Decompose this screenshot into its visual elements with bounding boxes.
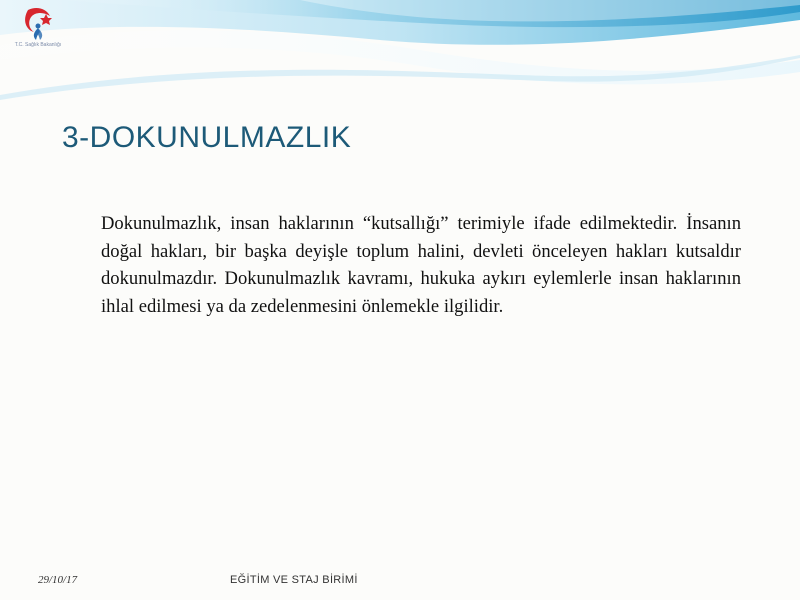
- footer-date: 29/10/17: [38, 574, 78, 586]
- ministry-logo-icon: [6, 6, 70, 42]
- footer-unit-name: EĞİTİM VE STAJ BİRİMİ: [230, 574, 358, 586]
- header-wave-decoration: [0, 0, 800, 120]
- ministry-logo: [6, 6, 70, 68]
- logo-org-name: T.C. Sağlık Bakanlığı: [14, 42, 62, 48]
- slide-title: 3-DOKUNULMAZLIK: [62, 121, 352, 154]
- slide-body-text: Dokunulmazlık, insan haklarının “kutsallığı” terimiyle ifade edilmektedir. İnsanın doğal hakları, bir başka deyişle toplum halini, devleti önceleyen hakları kutsaldır dokunulmazdır. Dokunulmazlık kavramı, hukuka aykırı eylemlerle insan haklarının ihlal edilmesi ya da zedelenmesini önlemekle ilgilidir.: [101, 213, 741, 317]
